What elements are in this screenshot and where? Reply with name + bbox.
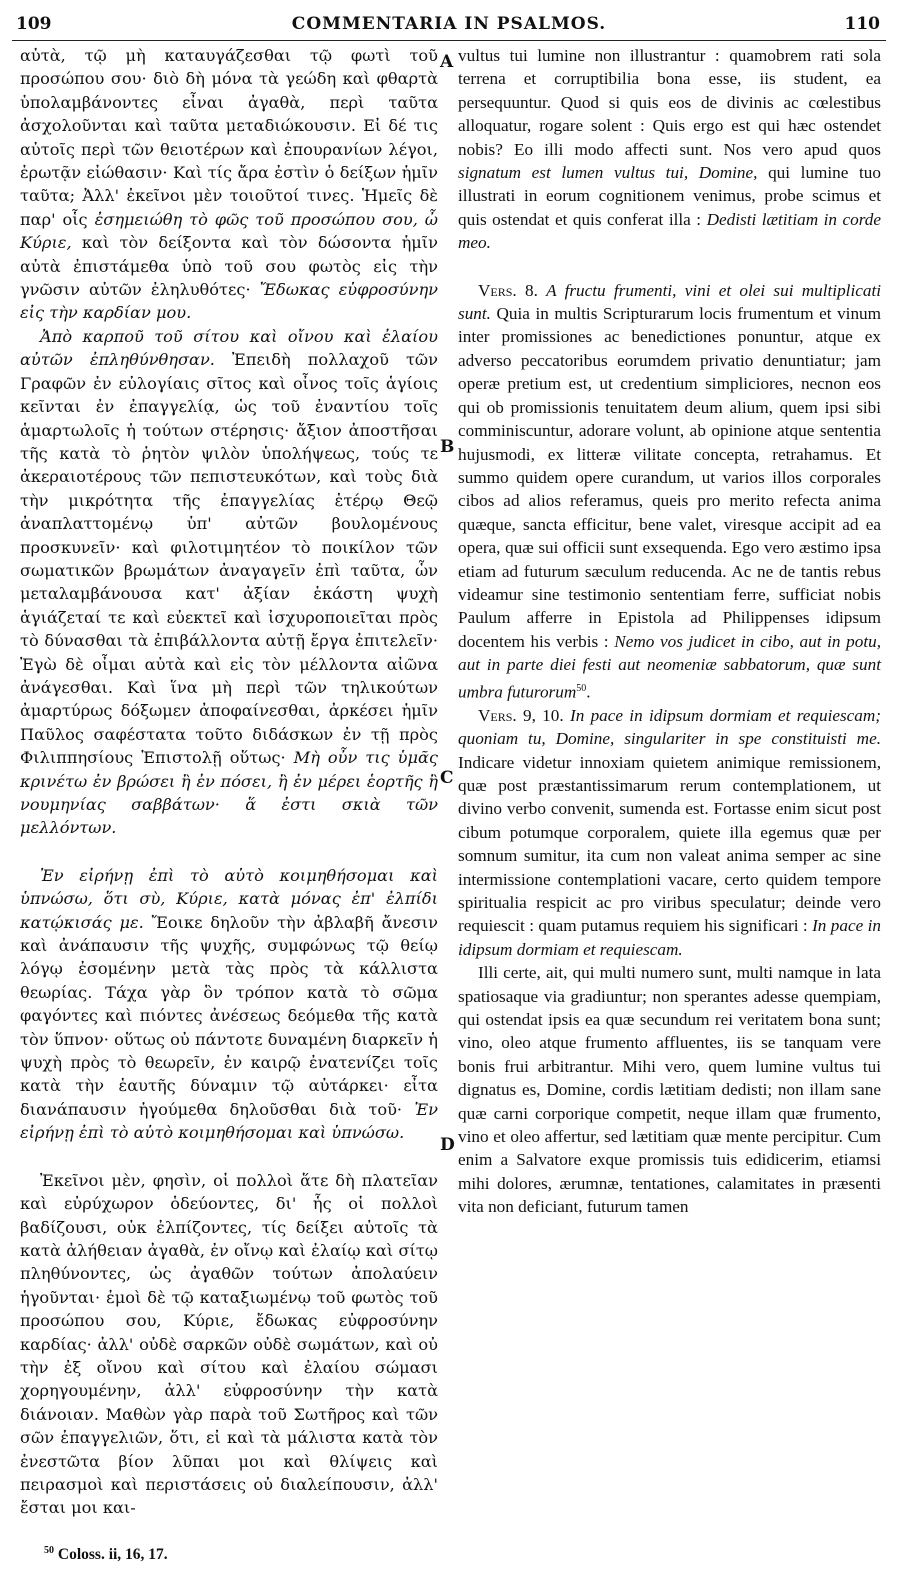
footnote-ref: 50 [576, 682, 587, 694]
margin-marker-b: B [440, 437, 455, 457]
greek-paragraph-4: Ἐκεῖνοι μὲν, φησὶν, οἱ πολλοὶ ἅτε δὴ πλατεῖαν καὶ εὐρύχωρον ὁδεύοντες, δι' ἧς οἱ πολλοὶ βαδίζουσι, οὐκ ἐλπίζοντες, τίς δείξει αὐτοῖς τὰ κατὰ ἀλήθειαν ἀγαθὰ, ἐν οἴνῳ καὶ ἐλαίῳ καὶ σίτῳ πληθύνοντες, ὡς ἀγαθῶν τούτων ἀπολαύειν ἡγοῦνται· ἐμοὶ δὲ τῷ καταξιωμένῳ τοῦ φωτὸς τοῦ προσώπου σου, Κύριε, ἔδωκας εὐφροσύνην καρδίας· ἀλλ' οὐδὲ σαρκῶν οὐδὲ σωμάτων, καὶ οὐ τὴν ἐξ οἴνου καὶ σίτου καὶ ἐλαίου σώμασι χορηγουμένην, ἀλλ' εὐφροσύνην τὴν κατὰ διάνοιαν. Μαθὼν γὰρ παρὰ τοῦ Σωτῆρος καὶ τῶν σῶν ἐπαγγελιῶν, ὅτι, εἰ καὶ τὰ μάλιστα κατὰ τὸν ἐνεστῶτα βίον λῦπαι μοι καὶ θλίψεις καὶ πειρασμοὶ καὶ περιστάσεις οὐ διαλείπουσιν, ἀλλ' ἔσται μοι και- [20, 1170, 438, 1518]
greek-paragraph-2: Ἀπὸ καρποῦ τοῦ σίτου καὶ οἴνου καὶ ἐλαίου αὐτῶν ἐπληθύνθησαν. Ἐπειδὴ πολλαχοῦ τῶν Γραφῶν ἐν εὐλογίαις σῖτος καὶ οἶνος τοῖς ἁγίοις κεῖνται ἐν ἐπαγγελίᾳ, ὡς τοῦ ἐναντίου τοῖς ἁμαρτωλοῖς ἡ τούτων στέρησις· ἄξιον ἀποστῆσαι τῆς κατὰ τὸ ῥητὸν ψιλὸν ὑπολήψεως, τούς τε ἀκεραιοτέρους τῶν πεπιστευκότων, καὶ τοὺς διὰ τὴν μικρότητα τῆς ἐπαγγελίας ἑτέρῳ Θεῷ ἀναπλαττομένῳ ὑπ' αὐτῶν βουλομένους προσκυνεῖν· καὶ φιλοτιμητέον τὸ ποικίλον τῶν σωματικῶν βρωμάτων ἀναγαγεῖν ἐπὶ ταῦτα, ὧν μεταλαμβάνουσα κατ' ἀξίαν ἑκάστη ψυχὴ ἁγιάζεταί τε καὶ εὐεκτεῖ καὶ ἰσχυροποιεῖται πρὸς τὸ δύνασθαι τὰ ἐπιβάλλοντα αὐτῇ ἔργα ἐπιτελεῖν· Ἐγὼ δὲ οἶμαι αὐτὰ καὶ εἰς τὸν μέλλοντα αἰῶνα ἀνάγεσθαι. Καὶ ἵνα μὴ περὶ τῶν τηλικούτων ἀμαρτύρως δόξωμεν ἀποφαίνεσθαι, ἀρκέσει ἡμῖν Παῦλος σαφέστατα τοῦτο διδάσκων ἐν τῇ πρὸς Φιλιππησίους Ἐπιστολῇ οὕτως· Μὴ οὖν τις ὑμᾶς κρινέτω ἐν βρώσει ἢ ἐν πόσει, ἢ ἐν μέρει ἑορτῆς ἢ νουμηνίας σαββάτων· ἅ ἐστι σκιὰ τῶν μελλόντων. [20, 326, 438, 838]
margin-marker-d: D [440, 1135, 455, 1155]
footnote-number: 50 [44, 1545, 54, 1556]
running-title: COMMENTARIA IN PSALMOS. [291, 14, 607, 34]
latin-column [458, 44, 881, 1219]
latin-paragraph-1: vultus tui lumine non illustrantur : quamobrem rati sola terrena et corruptibilia bona esse, iis student, ea persequuntur. Quod si quis eos de divinis ac cœlestibus alloquatur, rogare solent : Quis ergo est qui hæc ostendet nobis? Eo illi modo affecti sunt. Nos vero apud quos signatum est lumen vultus tui, Domine, qui lumine tuo illustrati in eorum cognitionem venimus, probe scimus et quis ostendat et quis conferat illa : Dedisti lætitiam in corde meo. [458, 46, 882, 253]
footnote [44, 1545, 168, 1564]
greek-paragraph-1: αὐτὰ, τῷ μὴ καταυγάζεσθαι τῷ φωτὶ τοῦ προσώπου σου· διὸ δὴ μόνα τὰ γεώδη καὶ φθαρτὰ ὑπολαμβάνοντες εἶναι ἀγαθὰ, περὶ ταῦτα ἀσχολοῦνται καὶ ταῦτα μεταδιώκουσιν. Εἰ δέ τις αὐτοῖς περὶ τῶν θειοτέρων καὶ ἐπουρανίων λέγοι, ἐρωτᾷν εἰώθασιν· Καὶ τίς ἄρα ἐστὶν ὁ δείξων ἡμῖν ταῦτα; Ἀλλ' ἐκεῖνοι μὲν τοιοῦτοί τινες. Ἡμεῖς δὲ παρ' οἷς ἐσημειώθη τὸ φῶς τοῦ προσώπου σου, ὦ Κύριε, καὶ τὸν δείξοντα καὶ τὸν δώσοντα ἡμῖν αὐτὰ ἐπιστάμεθα ὑπὸ τοῦ σου φωτὸς εἰς τὴν γνῶσιν αὐτῶν ἐληλυθότες· Ἔδωκας εὐφροσύνην εἰς τὴν καρδίαν μου. [20, 46, 438, 323]
greek-column [20, 44, 438, 1520]
running-header [12, 6, 886, 41]
footnote-text: Coloss. ii, 16, 17. [57, 1546, 168, 1564]
latin-paragraph-4: Illi certe, ait, qui multi numero sunt, multi namque in lata spatiosaque via gradiuntur; non sperantes adesse quempiam, qui ostendat ipsis ea quæ secundum rei veritatem bona sunt; vino, oleo atque frumento affluentes, iis se tanquam vere bonis frui arbitrantur. Mihi vero, quem lumine vultus tui dignatus es, Domine, cordis lætitiam dedisti; non illam sane quæ carni corporique competit, neque illam quæ frumento, vino et oleo affertur, sed lætitiam quæ mente percipitur. Cum enim a Salvatore exque promissis tuis edidicerim, etiamsi mihi dolores, ærumnæ, tentationes, calamitates in præsenti vita non deficiant, futurum tamen [458, 963, 881, 1217]
latin-paragraph-2: Vers. 8. A fructu frumenti, vini et olei sui multiplicati sunt. Quia in multis Scripturarum locis frumentum et vinum inter promissiones ac benedictiones ponuntur, atque ex adverso peccatoribus eorumdem privatio denuntiatur; jam operæ pretium est, ut credentium simpliciores, necnon eos qui ob promissionis tenuitatem deum alium, quem ipsi sibi comminiscuntur, adorare volunt, ab opinione atque sententia hujusmodi, ex litteræ vilitate concepta, retrahamus. Et summo quidem opere curandum, ut varios illos corporales cibos ad alios referamus, queis pro merito refecta anima quæque, sancta efficitur, bene valet, viresque accipit ad ea opera, quæ sui officii sunt exsequenda. Ego vero æstimo ipsa etiam ad futurum sæculum reducenda. Ac ne de tantis rebus videamur sine testimonio sententiam ferre, sufficiat nobis Paulum afferre in Epistola ad Philippenses idipsum docentem his verbis : Nemo vos judicet in cibo, aut in potu, aut in parte diei festi aut neomeniæ sabbatorum, quæ sunt umbra futurorum$^{50}$. [458, 280, 882, 702]
margin-marker-c: C [440, 768, 454, 788]
greek-paragraph-3: Ἐν εἰρήνῃ ἐπὶ τὸ αὐτὸ κοιμηθήσομαι καὶ ὑπνώσω, ὅτι σὺ, Κύριε, κατὰ μόνας ἐπ' ἐλπίδι κατῴκισάς με. Ἔοικε δηλοῦν τὴν ἀβλαβῆ ἄνεσιν καὶ ἀνάπαυσιν τῆς ψυχῆς, συμφώνως τῷ θείῳ λόγῳ ἐσομένην μετὰ τὰς πρὸς τὰ κάλλιστα θεωρίας. Τάχα γὰρ ὃν τρόπον κατὰ τὸ σῶμα φαγόντες καὶ πιόντες ἀνέσεως δεόμεθα τῆς κατὰ τὸν ὕπνον· οὕτως οὐ πάντοτε δυναμένη διαρκεῖν ἡ ψυχὴ πρὸς τὸ θεωρεῖν, ἐν καιρῷ ἐνατενίζει τοῖς κατὰ τὴν ἑαυτῆς δύναμιν τῷ αὐτάρκει· εἶτα διανάπαυσιν ἡγούμεθα δηλοῦσθαι διὰ τοῦ· Ἐν εἰρήνῃ ἐπὶ τὸ αὐτὸ κοιμηθήσομαι καὶ ὑπνώσω. [20, 865, 438, 1143]
page-number-right: 110 [844, 14, 880, 34]
margin-marker-a: A [440, 52, 454, 72]
verse-number: Vers. 8. [478, 280, 538, 300]
latin-paragraph-3: Vers. 9, 10. In pace in idipsum dormiam et requiescam; quoniam tu, Domine, singulariter in spe constituisti me. Indicare videtur innoxiam quietem animique remissionem, quæ post præstantissimarum rerum contemplationem, ut divino verbo convenit, sumenda est. Fortasse enim sicut post cibum potumque corporalem, quiete illa egemus quæ per somnum sumitur, ita cum non valeat anima semper ac sine intermissione contemplationi vacare, certo quidem tempore spiritualia respicit ac pro viribus speculatur; deinde vero requiescit : quam putamus requiem his significari : In pace in idipsum dormiam et requiescam. [458, 705, 882, 959]
page-number-left: 109 [16, 14, 52, 34]
verse-number: Vers. 9, 10. [478, 705, 564, 725]
